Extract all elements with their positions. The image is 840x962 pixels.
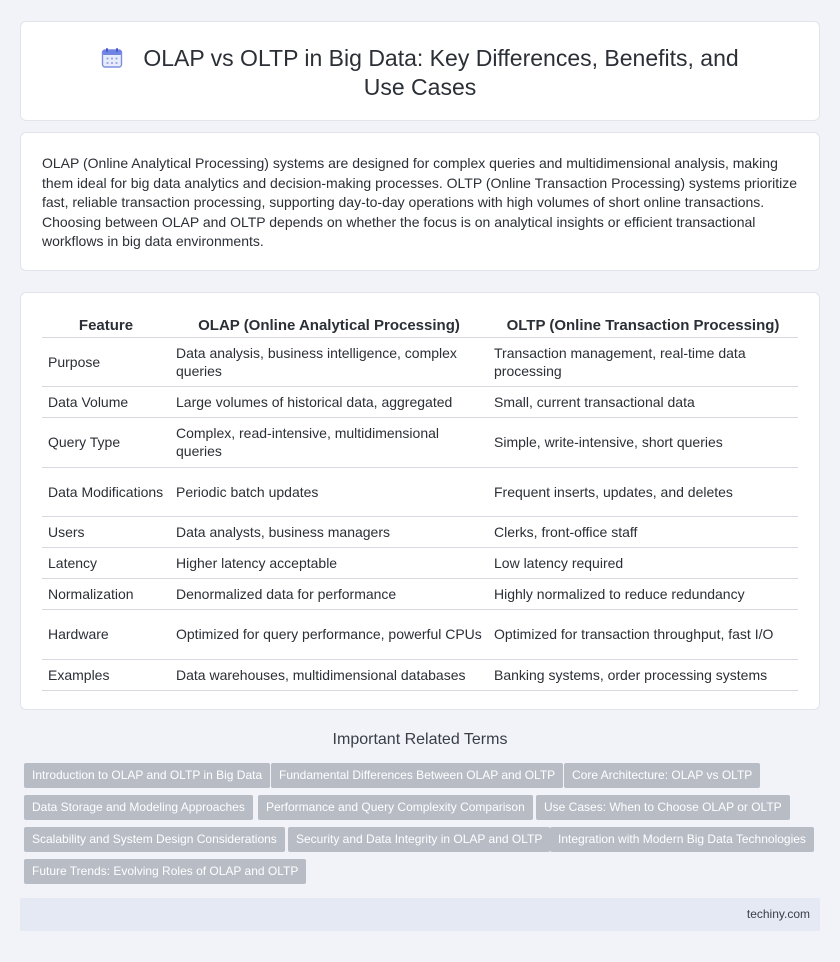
intro-paragraph: OLAP (Online Analytical Processing) systems are designed for complex queries and multidimensional analysis, making them ideal for big data analytics and decision-making processes. OLTP (Online Transaction Processing) systems prioritize fast, reliable transaction processing, supporting day-to-day operations with high volumes of short online transactions. Choosing between OLAP and OLTP depends on whether the focus is on analytical insights or efficient transactional workflows in big data environments. [42, 155, 798, 250]
feature-cell: Purpose [42, 337, 170, 387]
oltp-cell: Banking systems, order processing systems [488, 659, 798, 690]
feature-cell: Normalization [42, 579, 170, 610]
comparison-table [42, 313, 798, 691]
table-row [42, 387, 798, 418]
feature-cell: Hardware [42, 610, 170, 660]
related-terms-heading: Important Related Terms [332, 731, 508, 748]
table-row [42, 418, 798, 468]
feature-cell: Query Type [42, 418, 170, 468]
oltp-cell: Low latency required [488, 548, 798, 579]
intro-card [20, 132, 820, 271]
olap-cell: Complex, read-intensive, multidimensional queries [170, 418, 488, 468]
page-title-wrap [21, 44, 819, 102]
page-title: OLAP vs OLTP in Big Data: Key Differences, Benefits, and Use Cases [143, 45, 739, 100]
related-tag-security[interactable]: Security and Data Integrity in OLAP and OLTP [288, 827, 550, 852]
related-tag-data-storage[interactable]: Data Storage and Modeling Approaches [24, 795, 253, 820]
table-row [42, 517, 798, 548]
table-header-row [42, 313, 798, 337]
olap-cell: Data warehouses, multidimensional databases [170, 659, 488, 690]
olap-cell: Data analysts, business managers [170, 517, 488, 548]
olap-cell: Denormalized data for performance [170, 579, 488, 610]
feature-cell: Data Modifications [42, 467, 170, 517]
footer [20, 898, 820, 931]
feature-cell: Latency [42, 548, 170, 579]
table-row [42, 610, 798, 660]
oltp-cell: Clerks, front-office staff [488, 517, 798, 548]
related-tag-introduction[interactable]: Introduction to OLAP and OLTP in Big Data [24, 763, 270, 788]
footer-site-link[interactable]: techiny.com [746, 907, 810, 921]
calendar-icon [101, 47, 123, 69]
header-olap: OLAP (Online Analytical Processing) [170, 313, 488, 337]
olap-cell: Data analysis, business intelligence, complex queries [170, 337, 488, 387]
oltp-cell: Optimized for transaction throughput, fast I/O [488, 610, 798, 660]
oltp-cell: Small, current transactional data [488, 387, 798, 418]
table-row [42, 579, 798, 610]
oltp-cell: Simple, write-intensive, short queries [488, 418, 798, 468]
related-tag-core-architecture[interactable]: Core Architecture: OLAP vs OLTP [564, 763, 760, 788]
related-tag-use-cases[interactable]: Use Cases: When to Choose OLAP or OLTP [536, 795, 790, 820]
olap-cell: Optimized for query performance, powerful CPUs [170, 610, 488, 660]
related-tag-future-trends[interactable]: Future Trends: Evolving Roles of OLAP and OLTP [24, 859, 306, 884]
feature-cell: Data Volume [42, 387, 170, 418]
oltp-cell: Frequent inserts, updates, and deletes [488, 467, 798, 517]
related-tag-integration[interactable]: Integration with Modern Big Data Technologies [550, 827, 814, 852]
related-tag-scalability[interactable]: Scalability and System Design Considerations [24, 827, 285, 852]
table-row [42, 548, 798, 579]
oltp-cell: Highly normalized to reduce redundancy [488, 579, 798, 610]
header-feature: Feature [42, 313, 170, 337]
olap-cell: Large volumes of historical data, aggregated [170, 387, 488, 418]
table-row [42, 467, 798, 517]
oltp-cell: Transaction management, real-time data processing [488, 337, 798, 387]
feature-cell: Examples [42, 659, 170, 690]
olap-cell: Periodic batch updates [170, 467, 488, 517]
title-card [20, 21, 820, 121]
related-tag-fundamental-differences[interactable]: Fundamental Differences Between OLAP and OLTP [271, 763, 563, 788]
header-oltp: OLTP (Online Transaction Processing) [488, 313, 798, 337]
comparison-card [20, 292, 820, 710]
table-row [42, 337, 798, 387]
table-row [42, 659, 798, 690]
related-tag-performance[interactable]: Performance and Query Complexity Comparison [258, 795, 533, 820]
olap-cell: Higher latency acceptable [170, 548, 488, 579]
feature-cell: Users [42, 517, 170, 548]
